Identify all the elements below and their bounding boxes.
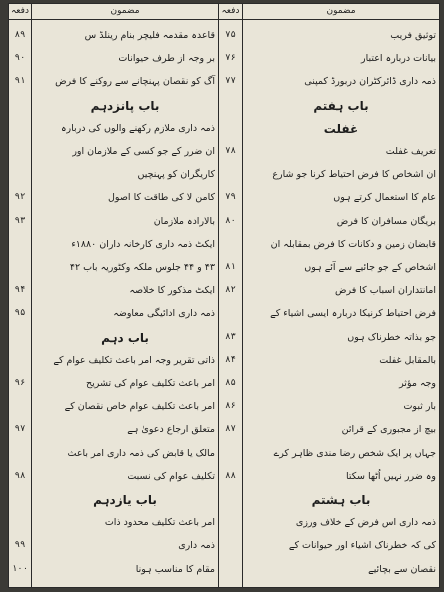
- right-section-number: ۸۱: [225, 262, 236, 272]
- index-page: [8, 3, 440, 588]
- left-entry: قاعدہ مقدمہ فلیچر بنام رینلڈ س: [84, 30, 215, 41]
- header-rule: [9, 19, 439, 20]
- right-section-number: ۷۹: [225, 192, 236, 203]
- left-entry: آگ کو نقصان پہنچانے سے روکنے کا فرض: [55, 76, 215, 88]
- left-entry: ۴۳ و ۴۴ جلوس ملکہ وکٹوریہ باب ۴۲: [69, 262, 215, 273]
- right-section-number: ۸۵: [225, 378, 236, 388]
- left-section-number: ۹۹: [14, 540, 26, 551]
- left-entry: باب دہم: [101, 330, 149, 345]
- left-section-number: ۹۱: [14, 76, 26, 87]
- right-section-number: ۸۲: [225, 285, 236, 296]
- center-rule-b: [242, 4, 243, 587]
- right-entry: بالمقابل غفلت: [379, 354, 436, 366]
- right-entry: کی کہ خطرناک اشیاء اور حیوانات کے: [288, 540, 436, 552]
- right-dafa-header: دفعہ: [221, 6, 240, 16]
- left-entry: ان ضرر کے جو کسی کے ملازمان اور: [72, 146, 215, 157]
- right-entry: بار ثبوت: [403, 401, 436, 413]
- left-entry: ذمہ داری ملازم رکھنے والوں کی دربارہ: [60, 122, 215, 134]
- right-entry: باب ہشتم: [311, 493, 371, 507]
- left-section-number: ۹۵: [14, 308, 26, 319]
- right-section-number: ۷۶: [225, 53, 236, 64]
- left-section-number: ۹۲: [14, 192, 26, 203]
- right-entry: فرض احتیاط کرنیکا دربارہ ایسی اشیاء کے: [270, 308, 436, 320]
- left-entry: متعلق ارجاع دعویٰ ہے: [127, 424, 215, 436]
- right-entry: باب ہفتم: [313, 98, 369, 113]
- right-entry: جو بذاتہ خطرناک ہوں: [347, 331, 436, 343]
- left-section-number: ۸۹: [14, 30, 26, 40]
- right-entry: ان اشخاص کا فرض احتیاط کرنا جو شارع: [272, 169, 436, 181]
- right-entry: بیچ از مجبوری کے قرائن: [341, 424, 436, 436]
- right-entry: ذمہ داری ڈائرکٹران دربورڈ کمپنی: [304, 76, 436, 88]
- left-entry: کاریگران کو پہنچیں: [137, 169, 215, 181]
- right-entry: وہ ضرر نہیں اُٹھا سکتا: [346, 470, 436, 482]
- left-entry: امر باعث تکلیف عوام کی تشریح: [85, 378, 215, 389]
- left-section-number: ۹۳: [14, 215, 26, 226]
- left-entry: ذاتی تقریر وجہ امر باعث تکلیف عوام کے: [53, 354, 215, 366]
- left-entry: ایکٹ ذمہ داری کارخانہ داران ۱۸۸۰ء: [71, 238, 215, 250]
- right-entry: بیانات دربارہ اعتبار: [361, 53, 436, 65]
- right-section-number: ۸۸: [225, 470, 236, 481]
- left-section-number: ۹۶: [14, 378, 26, 388]
- right-entry: غفلت: [323, 121, 359, 136]
- right-entry: اشخاص کے جو جائیے سے آئے ہوں: [304, 262, 436, 273]
- left-entry: ذمہ داری: [178, 540, 215, 552]
- right-entry: نقصان سے بچائیے: [368, 563, 436, 575]
- left-entry: ذمہ داری ادائیگی معاوضہ: [113, 308, 215, 320]
- left-section-number: ۹۰: [14, 53, 26, 64]
- right-section-number: ۷۵: [225, 30, 236, 40]
- right-entry: بریگان مسافران کا فرض: [336, 215, 436, 227]
- right-entry: توثیق فریب: [390, 30, 436, 41]
- right-entry: قابضان زمین و دکانات کا فرض بمقابلہ ان: [270, 238, 436, 250]
- left-entry: امر باعث تکلیف عوام خاص نقصان کے: [64, 401, 215, 413]
- left-entry: ایکٹ مذکور کا خلاصہ: [129, 285, 215, 297]
- left-entry: مقام کا مناسب ہونا: [135, 563, 215, 575]
- left-number-rule: [31, 4, 32, 587]
- left-mazmoon-header: مضمون: [110, 6, 140, 16]
- center-rule-a: [218, 4, 219, 587]
- right-section-number: ۸۶: [225, 401, 236, 412]
- right-section-number: ۷۸: [225, 146, 236, 156]
- right-entry: تعریف غفلت: [385, 146, 436, 157]
- left-entry: باب پانزدہم: [90, 98, 160, 113]
- left-section-number: ۹۷: [14, 424, 26, 435]
- left-entry: کامن لا کی طاقت کا اصول: [108, 192, 215, 204]
- left-section-number: ۱۰۰: [11, 563, 29, 574]
- left-entry: مالک یا قابض کی ذمہ داری امر باعث: [67, 447, 215, 459]
- right-entry: وجہ مؤثر: [399, 378, 436, 389]
- right-section-number: ۷۷: [225, 76, 236, 87]
- left-section-number: ۹۸: [14, 470, 26, 481]
- right-entry: جہاں پر ایک شخص رضا مندی ظاہر کرے: [273, 447, 436, 459]
- left-entry: تکلیف عوام کی نسبت: [127, 470, 215, 482]
- right-section-number: ۸۴: [225, 354, 236, 365]
- left-section-number: ۹۴: [14, 285, 26, 296]
- left-dafa-header: دفعہ: [11, 6, 29, 16]
- right-entry: عام کا استعمال کرتے ہوں: [333, 192, 436, 204]
- right-entry: امانتداران اسباب کا فرض: [334, 285, 436, 297]
- left-entry: بالارادہ ملازمان: [153, 215, 215, 227]
- left-entry: امر باعث تکلیف محدود ذات: [104, 517, 215, 529]
- left-entry: بر وجہ از طرف حیوانات: [118, 53, 215, 65]
- left-entry: باب یازدہم: [93, 493, 157, 507]
- right-section-number: ۸۷: [225, 424, 236, 435]
- right-section-number: ۸۰: [225, 215, 236, 226]
- right-mazmoon-header: مضمون: [326, 6, 356, 16]
- right-entry: ذمہ داری اس فرض کے خلاف ورزی: [295, 517, 436, 529]
- right-section-number: ۸۳: [225, 331, 236, 342]
